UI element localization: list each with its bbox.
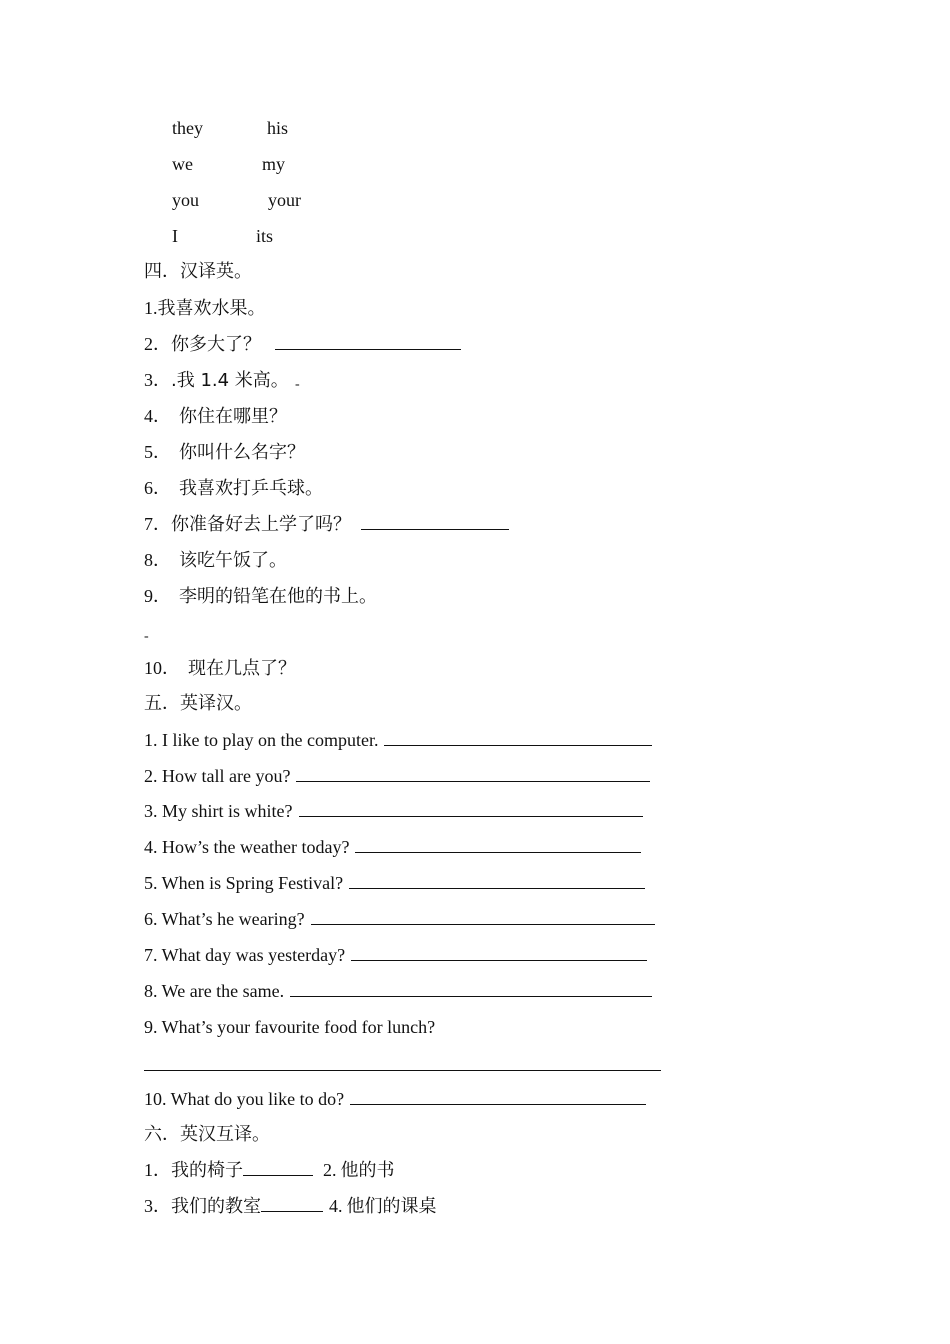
s4-item-3 <box>144 368 289 393</box>
s4-item-3-text: .我 1.4 米高。 <box>171 370 289 391</box>
s5-item-8-answer-line[interactable] <box>290 979 652 997</box>
s6-row-2 <box>144 1194 437 1219</box>
section5-heading: 五．英译汉。 <box>144 693 252 714</box>
s4-item-4-num: 4． <box>144 406 171 426</box>
section6-heading: 六．英汉互译。 <box>144 1124 270 1145</box>
pronoun-left-2: we <box>172 154 193 174</box>
s5-item-10-text: 10. What do you like to do? <box>144 1089 345 1109</box>
s4-item-8-text: 该吃午饭了。 <box>179 550 287 571</box>
s4-item-7-answer-line[interactable] <box>361 512 509 530</box>
s4-item-9 <box>144 584 377 609</box>
s5-item-5-answer-line[interactable] <box>349 871 645 889</box>
s6-item-3-text: 我们的教室 <box>171 1196 261 1217</box>
s4-item-8-num: 8． <box>144 550 171 570</box>
s5-item-5-text: 5. When is Spring Festival? <box>144 873 344 893</box>
s4-item-2-text: 你多大了？ <box>171 334 261 355</box>
pronoun-left-4: I <box>172 226 178 246</box>
s5-item-6-text: 6. What’s he wearing? <box>144 909 305 929</box>
s4-item-1-text: 我喜欢水果。 <box>157 298 266 319</box>
pronoun-right-1: his <box>267 118 289 138</box>
s5-item-9 <box>144 1015 435 1039</box>
s4-item-2 <box>144 332 461 357</box>
s4-item-10 <box>144 656 296 681</box>
s5-item-4 <box>144 835 641 859</box>
s5-item-7 <box>144 943 647 967</box>
s5-item-8 <box>144 979 652 1003</box>
s5-item-6-answer-line[interactable] <box>311 907 655 925</box>
s4-item-4 <box>144 404 287 429</box>
dash-mark: - <box>295 377 300 392</box>
s4-item-5-text: 你叫什么名字？ <box>179 442 305 463</box>
s4-item-5-num: 5． <box>144 442 171 462</box>
s4-item-6-num: 6． <box>144 478 171 498</box>
s4-item-10-num: 10． <box>144 658 180 678</box>
s6-item-4-text: 他们的课桌 <box>346 1196 437 1217</box>
s6-item-3-num: 3． <box>144 1196 171 1216</box>
s5-item-1-text: 1. I like to play on the computer. <box>144 730 379 750</box>
dash-mark-2: - <box>144 629 149 644</box>
s4-item-2-num: 2． <box>144 334 171 354</box>
section4-heading: 四．汉译英。 <box>144 261 252 282</box>
s5-item-9-answer-line[interactable] <box>144 1070 661 1071</box>
s5-item-9-text: 9. What’s your favourite food for lunch? <box>144 1017 436 1037</box>
s5-item-8-text: 8. We are the same. <box>144 981 285 1001</box>
s5-item-5 <box>144 871 645 895</box>
s5-item-3-text: 3. My shirt is white? <box>144 801 293 821</box>
s6-item-2-text: 他的书 <box>340 1160 395 1181</box>
s6-item-1-num: 1． <box>144 1160 171 1180</box>
s6-item-2-num: 2. <box>323 1160 337 1180</box>
s4-item-4-text: 你住在哪里？ <box>179 406 287 427</box>
s4-item-6-text: 我喜欢打乒乓球。 <box>179 478 323 499</box>
pronoun-right-4: its <box>256 226 274 246</box>
s6-item-1-text: 我的椅子 <box>171 1160 243 1181</box>
s5-item-7-text: 7. What day was yesterday? <box>144 945 346 965</box>
s4-item-3-num: 3． <box>144 370 171 390</box>
s6-item-3-answer-line[interactable] <box>261 1194 323 1212</box>
s5-item-1 <box>144 728 652 752</box>
s4-item-8 <box>144 548 287 573</box>
s4-item-10-text: 现在几点了？ <box>188 658 296 679</box>
pronoun-right-3: your <box>268 190 301 210</box>
s5-item-3 <box>144 799 643 823</box>
s4-item-1-num: 1. <box>144 298 158 318</box>
s4-item-2-answer-line[interactable] <box>275 332 461 350</box>
s5-item-2-text: 2. How tall are you? <box>144 766 291 786</box>
s4-item-9-num: 9． <box>144 586 171 606</box>
s4-item-7 <box>144 512 509 537</box>
s6-row-1 <box>144 1158 395 1183</box>
s5-item-10 <box>144 1087 646 1111</box>
s4-item-9-text: 李明的铅笔在他的书上。 <box>179 586 377 607</box>
s5-item-7-answer-line[interactable] <box>351 943 647 961</box>
pronoun-right-2: my <box>262 154 286 174</box>
s4-item-7-num: 7． <box>144 514 171 534</box>
s5-item-10-answer-line[interactable] <box>350 1087 646 1105</box>
s4-item-6 <box>144 476 323 501</box>
s4-item-7-text: 你准备好去上学了吗？ <box>171 514 351 535</box>
pronoun-left-1: they <box>172 118 203 138</box>
s4-item-5 <box>144 440 305 465</box>
s5-item-6 <box>144 907 655 931</box>
pronoun-left-3: you <box>172 190 199 210</box>
s5-item-4-text: 4. How’s the weather today? <box>144 837 350 857</box>
s6-item-4-num: 4. <box>329 1196 343 1216</box>
s5-item-2-answer-line[interactable] <box>296 764 650 782</box>
s5-item-1-answer-line[interactable] <box>384 728 652 746</box>
s4-item-1 <box>144 296 266 321</box>
s5-item-4-answer-line[interactable] <box>355 835 641 853</box>
s6-item-1-answer-line[interactable] <box>243 1158 313 1176</box>
s5-item-2 <box>144 764 650 788</box>
s5-item-3-answer-line[interactable] <box>299 799 643 817</box>
